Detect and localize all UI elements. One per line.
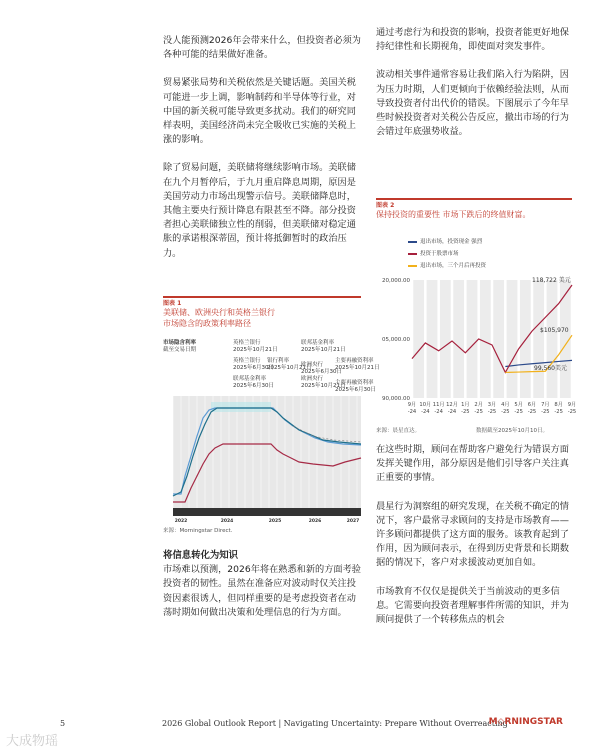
figure2-legend-2: 投资于股票市场 — [408, 249, 459, 257]
x-tick-label: 12月 — [446, 402, 458, 408]
figure2-label: 图表 2 — [376, 202, 395, 209]
legend-item: 欧洲央行 2025年10月21日 — [301, 376, 346, 389]
x-tick-label: 8月 — [554, 402, 563, 408]
legend-subtitle: 截至交易日期 — [163, 347, 197, 353]
figure2-chart — [376, 272, 577, 422]
x-tick-label: 3月 — [487, 402, 497, 408]
right-paragraph-4: 晨星行为洞察组的研究发现，在关税不确定的情况下，客户最常寻求顾问的支持是市场教育——许多顾问都提供了这方面的服务。该教育起到了作用，因为顾问表示，在得到历史背景和长期数据的情况下，客户对求援波动更加自如。 — [376, 500, 569, 569]
x-tick-label: -25 — [527, 409, 537, 415]
annotation-a1: 118,722 美元 — [532, 277, 571, 284]
page-number: 5 — [60, 719, 66, 728]
x-tick-label: -24 — [434, 409, 443, 415]
left-paragraph-2: 贸易紧张局势和关税依然是关键话题。美国关税可能进一步上调，影响制药和半导体等行业，对中国的新关税可能导致更多扰动。我们的研究同样表明，美国经济尚未完全吸收已实施的关税上涨的影响。 — [163, 77, 356, 146]
x-tick-label: -24 — [447, 409, 457, 415]
y-tick-label: 05,000.00 — [382, 337, 410, 343]
legend-item: 联邦基金利率 2025年6月30日 — [233, 376, 274, 389]
figure1-legend — [163, 340, 196, 354]
footer-text: 2026 Global Outlook Report | Navigating Uncertainty: Prepare Without Overreacting — [162, 719, 508, 728]
left-column — [163, 34, 363, 275]
y-tick-label: 90,000.00 — [382, 396, 410, 402]
left-paragraph-4: 市场难以预测，2026年将在熟悉和新的方面考验投资者的韧性。虽然在准备应对波动时仅关注投资因素很诱人，但同样重要的是考虑投资者在动荡时期如何做出决策和处理信息的行为方面。 — [163, 564, 361, 618]
x-tick-label: 2022 — [174, 519, 188, 524]
morningstar-logo: M◇RNINGSTAR — [488, 717, 563, 727]
right-column — [376, 26, 572, 153]
legend-item: 联邦基金利率 2025年10月21日 — [301, 340, 346, 353]
x-tick-label: -24 — [421, 409, 430, 415]
x-tick-label: 7月 — [541, 402, 550, 408]
left-column-bottom — [163, 549, 363, 634]
figure1-title-2: 市场隐含的政策利率路径 — [163, 318, 251, 328]
legend-item: 主要再融资利率 2025年10月21日 — [335, 358, 380, 371]
watermark: 大成物瑶 — [6, 734, 59, 749]
figure1-chart — [163, 396, 361, 522]
figure2-legend-3: 退出市场，三个月后再投资 — [408, 261, 486, 269]
x-tick-label: 10月 — [419, 402, 432, 408]
figure2-legend-1: 退出市场，投资现金 强烈 — [408, 237, 482, 245]
figure2-rule — [376, 198, 572, 200]
x-axis-bar — [173, 508, 361, 516]
legend-title: 市场隐含利率 — [163, 340, 197, 346]
highlight-band — [211, 402, 271, 412]
left-paragraph-1: 没人能预测2026年会带来什么，但投资者必须为各种可能的结果做好准备。 — [163, 35, 361, 61]
y-tick-label: 20,000.00 — [382, 278, 410, 284]
figure2-header — [376, 202, 531, 221]
x-tick-label: -25 — [567, 409, 577, 415]
x-tick-label: 5月 — [514, 402, 523, 408]
x-tick-label: -25 — [474, 409, 483, 415]
x-tick-label: 1月 — [461, 402, 470, 408]
figure1-header — [163, 300, 275, 329]
x-tick-label: 2024 — [220, 519, 234, 524]
right-paragraph-5: 市场教育不仅仅是提供关于当前波动的更多信息。它需要向投资者理解事件所需的知识，并为顾问提供了一个转移焦点的机会 — [376, 585, 569, 626]
x-tick-label: -25 — [541, 409, 550, 415]
x-tick-label: 11月 — [432, 402, 445, 408]
figure2-note: 数据截至2025年10月10日。 — [476, 428, 548, 434]
x-tick-label: 4月 — [501, 402, 510, 408]
right-column-bottom — [376, 443, 572, 641]
legend-item: 欧洲央行 2025年6月30日 — [301, 362, 342, 375]
legend-item: 英格兰银行 2025年6月30日 — [233, 358, 274, 371]
right-paragraph-1: 通过考虑行为和投资的影响，投资者能更好地保持纪律性和长期视角，即使面对突发事件。 — [376, 27, 569, 53]
figure1-label: 图表 1 — [163, 300, 182, 307]
legend-item: 英格兰银行 2025年10月21日 — [233, 340, 278, 353]
annotation-a2: $105,970 — [540, 327, 569, 334]
x-tick-label: -25 — [554, 409, 563, 415]
x-tick-label: 2月 — [474, 402, 483, 408]
figure2-title: 保持投资的重要性 市场下跌后的终值财富。 — [376, 210, 531, 219]
x-tick-label: -25 — [514, 409, 523, 415]
x-tick-label: 9月 — [567, 402, 577, 408]
figure1-title-1: 美联储、欧洲央行和英格兰银行 — [163, 308, 275, 317]
x-tick-label: 2026 — [308, 519, 322, 524]
x-tick-label: -25 — [487, 409, 497, 415]
x-tick-label: 2025 — [268, 519, 282, 524]
x-tick-label: -24 — [407, 409, 417, 415]
x-tick-label: 9月 — [407, 402, 417, 408]
section-heading: 将信息转化为知识 — [163, 550, 239, 561]
x-tick-label: 2027 — [346, 519, 360, 524]
x-tick-label: -25 — [461, 409, 470, 415]
right-paragraph-3: 在这些时期，顾问在帮助客户避免行为错误方面发挥关键作用，部分原因是他们引导客户关注真正重要的事情。 — [376, 444, 569, 484]
legend-item: 主要再融资利率 2025年6月30日 — [335, 380, 376, 393]
figure1-source: 来源：Morningstar Direct. — [163, 528, 233, 534]
left-paragraph-3: 除了贸易问题，美联储将继续影响市场。美联储在九个月暂停后，于九月重启降息周期，原因是美国劳动力市场出现警示信号。美联储降息时，其他主要央行预计降息有限甚至不降。部分投资者担心美联储独立性的削弱，但美联储对稳定通胀的承诺根深蒂固，预计将抵御暂时的政治压力。 — [163, 162, 356, 259]
x-tick-label: 6月 — [527, 402, 537, 408]
annotation-a3: 99,560美元 — [534, 365, 567, 372]
legend-item: 银行利率 2025年10月21日 — [267, 358, 312, 371]
x-tick-label: -25 — [501, 409, 510, 415]
right-paragraph-2: 波动相关事件通常容易让我们陷入行为陷阱，因为压力时期，人们更倾向于依赖经验法则，从而导致投资者付出代价的错误。下图展示了今年早些时候投资者对关税公告反应，撤出市场的行为会错过年底强势收益。 — [376, 69, 569, 138]
figure1-rule — [163, 296, 361, 298]
figure2-source: 来源：晨星直达。 — [376, 428, 421, 434]
